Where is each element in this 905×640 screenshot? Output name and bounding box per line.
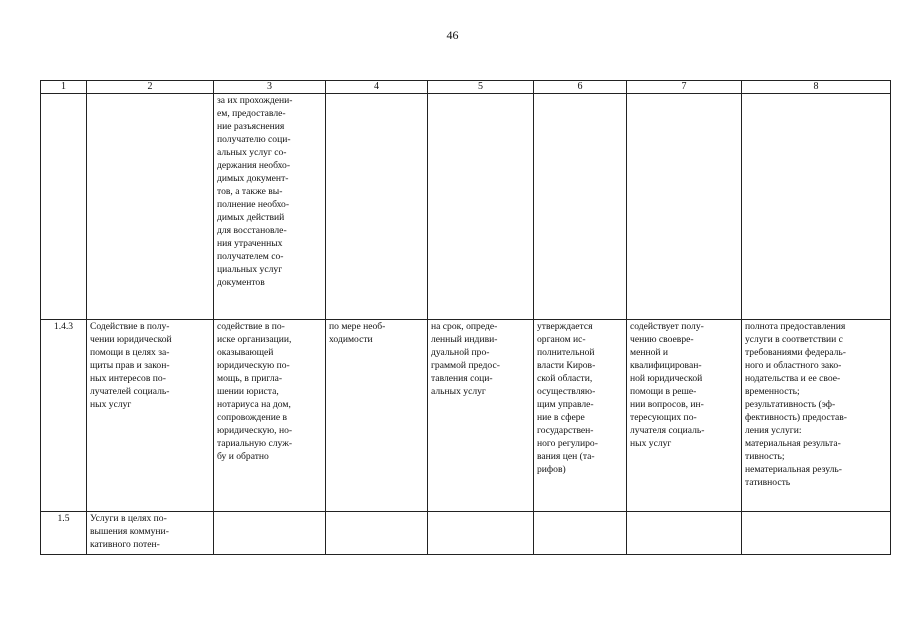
header-cell-4: 4 xyxy=(326,81,428,94)
text-line: нии вопросов, ин- xyxy=(630,399,704,410)
cell-empty xyxy=(41,94,87,320)
table-row-1-4-3 xyxy=(41,320,891,512)
text-line: ного и областного зако- xyxy=(745,360,842,371)
text-line: ской области, xyxy=(537,373,593,384)
text-line: держания необхо- xyxy=(217,160,291,171)
cell-empty xyxy=(534,512,627,555)
text-line: временность; xyxy=(745,386,800,397)
text-line: утверждается xyxy=(537,321,593,332)
page-number: 46 xyxy=(446,28,459,42)
text-line: димых документ- xyxy=(217,173,289,184)
text-line: тавления соци- xyxy=(431,373,493,384)
cell-empty xyxy=(742,512,891,555)
text-line: бу и обратно xyxy=(217,451,269,462)
service-group-name xyxy=(87,512,214,555)
service-conditions xyxy=(627,320,742,512)
row-number: 1.4.3 xyxy=(41,320,87,512)
service-name xyxy=(87,320,214,512)
text-line: государствен- xyxy=(537,425,594,436)
text-line: ной юридической xyxy=(630,373,703,384)
cell-empty xyxy=(326,512,428,555)
text-line: альных услуг xyxy=(431,386,486,397)
cell-empty xyxy=(742,94,891,320)
header-cell-2: 2 xyxy=(87,81,214,94)
text-line: димых действий xyxy=(217,212,285,223)
service-content xyxy=(214,320,326,512)
text-line: тов, а также вы- xyxy=(217,186,283,197)
text-line: за их прохождени- xyxy=(217,95,293,106)
text-line: требованиями федераль- xyxy=(745,347,846,358)
header-row xyxy=(41,81,891,94)
text-line: чении юридической xyxy=(90,334,172,345)
text-line: кативного потен- xyxy=(90,539,160,550)
row-number: 1.5 xyxy=(41,512,87,555)
text-line: сопровождение в xyxy=(217,412,288,423)
text-line: ного регулиро- xyxy=(537,438,598,449)
text-line: чению своевре- xyxy=(630,334,694,345)
text-line: на срок, опреде- xyxy=(431,321,498,332)
text-line: для восстановле- xyxy=(217,225,287,236)
text-line: вышения коммуни- xyxy=(90,526,169,537)
text-line: ния утраченных xyxy=(217,238,283,249)
cell-empty xyxy=(627,512,742,555)
text-line: щиты прав и закон- xyxy=(90,360,170,371)
text-line: услуги в соответствии с xyxy=(745,334,843,345)
text-line: лучателей социаль- xyxy=(90,386,170,397)
text-line: помощи в реше- xyxy=(630,386,697,397)
header-cell-1: 1 xyxy=(41,81,87,94)
text-line: циальных услуг xyxy=(217,264,283,275)
service-term xyxy=(428,320,534,512)
text-line: тариальную служ- xyxy=(217,438,293,449)
text-line: юридическую, но- xyxy=(217,425,293,436)
text-line: ных интересов по- xyxy=(90,373,166,384)
text-line: нотариуса на дом, xyxy=(217,399,291,410)
text-line: дуальной про- xyxy=(431,347,490,358)
header-cell-3: 3 xyxy=(214,81,326,94)
text-line: ние разъяснения xyxy=(217,121,285,132)
indicator-paragraph xyxy=(745,463,887,489)
cell-empty xyxy=(627,94,742,320)
header-cell-6: 6 xyxy=(534,81,627,94)
text-line: альных услуг со- xyxy=(217,147,287,158)
service-content-continued xyxy=(214,94,326,320)
service-price xyxy=(534,320,627,512)
cell-empty xyxy=(428,512,534,555)
text-line: рифов) xyxy=(537,464,566,475)
text-line: тивность; xyxy=(745,451,785,462)
text-line: лучателя социаль- xyxy=(630,425,705,436)
text-line: ления услуги: xyxy=(745,425,802,436)
text-line: нематериальная резуль- xyxy=(745,464,842,475)
text-line: полнительной xyxy=(537,347,595,358)
text-line: результативность (эф- xyxy=(745,399,836,410)
text-line: ние в сфере xyxy=(537,412,585,423)
text-line: квалифицирован- xyxy=(630,360,702,371)
text-line: содействует полу- xyxy=(630,321,704,332)
indicator-paragraph xyxy=(745,398,887,437)
text-line: ходимости xyxy=(329,334,373,345)
text-line: Услуги в целях по- xyxy=(90,513,167,524)
cell-empty xyxy=(214,512,326,555)
indicator-paragraph xyxy=(745,437,887,463)
table-row-continued xyxy=(41,94,891,320)
text-line: мощь, в пригла- xyxy=(217,373,283,384)
text-line: получателем со- xyxy=(217,251,284,262)
text-line: вания цен (та- xyxy=(537,451,595,462)
cell-empty xyxy=(428,94,534,320)
text-line: тересующих по- xyxy=(630,412,697,423)
text-line: содействие в по- xyxy=(217,321,285,332)
cell-empty xyxy=(87,94,214,320)
text-line: ных услуг xyxy=(90,399,132,410)
cell-empty xyxy=(534,94,627,320)
text-line: органом ис- xyxy=(537,334,586,345)
text-line: менной и xyxy=(630,347,669,358)
text-line: документов xyxy=(217,277,265,288)
service-frequency xyxy=(326,320,428,512)
text-line: ем, предоставле- xyxy=(217,108,286,119)
text-line: граммой предос- xyxy=(431,360,500,371)
text-line: юридическую по- xyxy=(217,360,290,371)
header-cell-7: 7 xyxy=(627,81,742,94)
text-line: шении юриста, xyxy=(217,386,279,397)
text-line: полнение необхо- xyxy=(217,199,290,210)
text-line: фективность) предостав- xyxy=(745,412,847,423)
text-line: иске организации, xyxy=(217,334,292,345)
table-row-1-5 xyxy=(41,512,891,555)
text-line: ленный индиви- xyxy=(431,334,498,345)
text-line: тативность xyxy=(745,477,791,488)
text-line: нодательства и ее свое- xyxy=(745,373,841,384)
text-line: по мере необ- xyxy=(329,321,386,332)
header-cell-5: 5 xyxy=(428,81,534,94)
indicator-paragraph xyxy=(745,320,887,398)
text-line: Содействие в полу- xyxy=(90,321,170,332)
text-line: осуществляю- xyxy=(537,386,596,397)
text-line: ных услуг xyxy=(630,438,672,449)
text-line: получателю соци- xyxy=(217,134,291,145)
text-line: помощи в целях за- xyxy=(90,347,170,358)
header-cell-8: 8 xyxy=(742,81,891,94)
text-line: материальная результа- xyxy=(745,438,841,449)
service-indicators xyxy=(742,320,891,512)
services-table xyxy=(40,80,891,555)
text-line: щим управле- xyxy=(537,399,594,410)
text-line: полнота предоставления xyxy=(745,321,846,332)
text-line: оказывающей xyxy=(217,347,274,358)
text-line: власти Киров- xyxy=(537,360,596,371)
cell-empty xyxy=(326,94,428,320)
